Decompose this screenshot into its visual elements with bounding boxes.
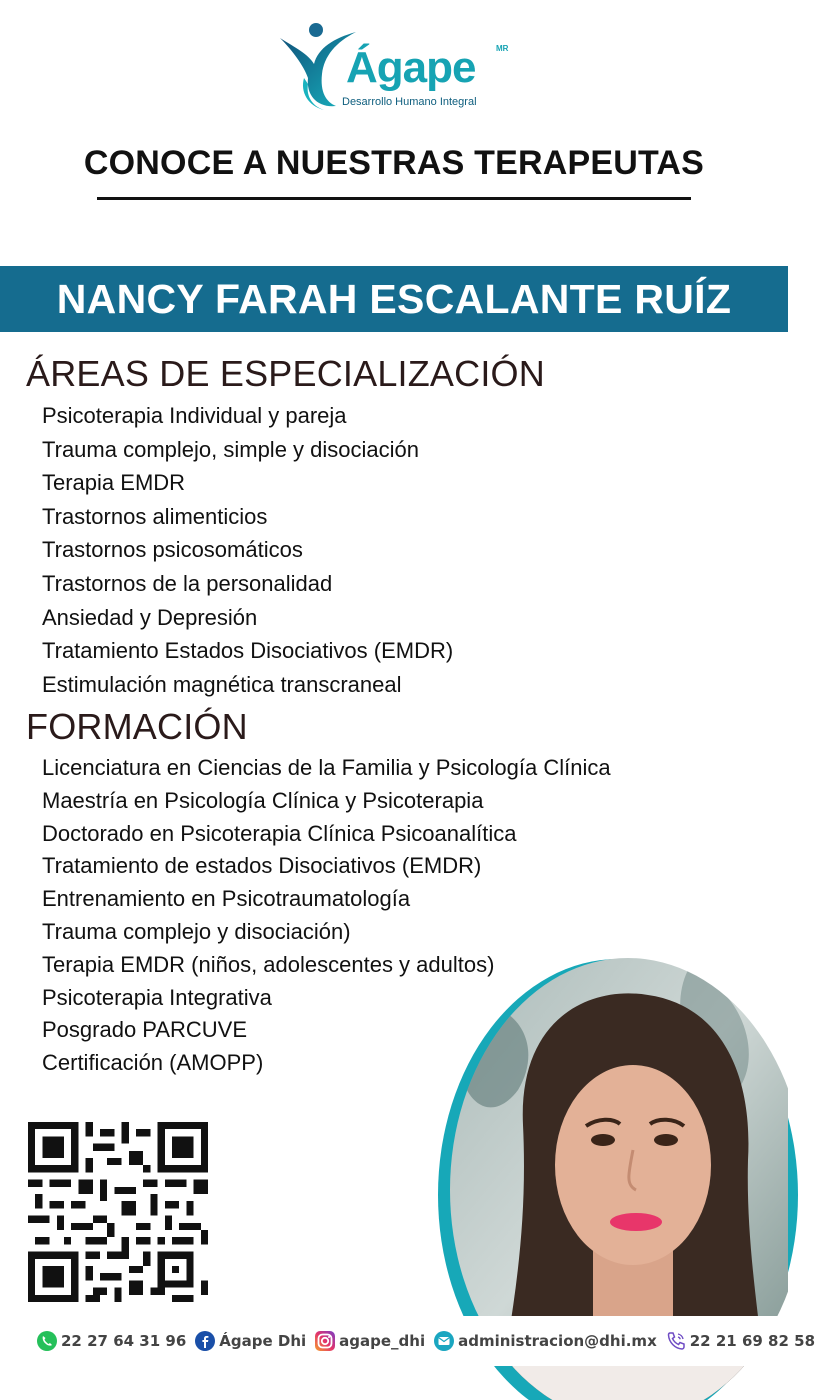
list-item: Psicoterapia Individual y pareja [42, 403, 347, 428]
brand-logo [278, 18, 518, 118]
instagram-handle: agape_dhi [339, 1332, 426, 1350]
list-item: Posgrado PARCUVE [42, 1017, 248, 1043]
whatsapp-icon [36, 1330, 58, 1352]
contact-facebook[interactable] [194, 1330, 306, 1352]
list-item: Terapia EMDR [42, 470, 186, 496]
facebook-handle: Ágape Dhi [219, 1332, 307, 1350]
list-item: Trastornos psicosomáticos [42, 537, 303, 563]
phone-number: 22 21 69 82 58 [689, 1332, 815, 1350]
areas-list [42, 399, 453, 701]
headline-underline [97, 197, 691, 200]
brand-mark: MR [496, 44, 509, 53]
list-item: Trauma complejo y disociación) [42, 918, 351, 944]
contact-whatsapp[interactable] [36, 1330, 186, 1352]
list-item: Doctorado en Psicoterapia Clínica Psicoanalítica [42, 820, 517, 846]
list-item: Licenciatura en Ciencias de la Familia y Psicología Clínica [42, 755, 611, 780]
list-item: Tratamiento Estados Disociativos (EMDR) [42, 638, 454, 664]
formacion-section-title: FORMACIÓN [26, 706, 248, 747]
list-item: Ansiedad y Depresión [42, 604, 258, 630]
phone-icon [665, 1330, 687, 1352]
whatsapp-number: 22 27 64 31 96 [61, 1332, 187, 1350]
page-headline: CONOCE A NUESTRAS TERAPEUTAS [83, 144, 705, 182]
therapist-name-banner [0, 266, 788, 332]
brand-name: Ágape [346, 43, 476, 92]
contact-instagram[interactable] [314, 1330, 425, 1352]
list-item: Certificación (AMOPP) [42, 1050, 264, 1076]
list-item: Entrenamiento en Psicotraumatología [42, 886, 411, 912]
areas-section-title: ÁREAS DE ESPECIALIZACIÓN [26, 353, 545, 394]
email-icon [433, 1330, 455, 1352]
list-item: Terapia EMDR (niños, adolescentes y adultos) [42, 951, 495, 977]
list-item: Psicoterapia Integrativa [42, 984, 272, 1010]
facebook-icon [194, 1330, 216, 1352]
qr-code[interactable] [28, 1122, 208, 1302]
therapist-name: NANCY FARAH ESCALANTE RUÍZ [56, 276, 732, 322]
contact-phone[interactable] [665, 1330, 815, 1352]
list-item: Trauma complejo, simple y disociación [42, 436, 419, 462]
list-item: Trastornos de la personalidad [42, 570, 333, 596]
list-item: Trastornos alimenticios [42, 503, 268, 529]
contact-email[interactable] [433, 1330, 657, 1352]
contact-bar [18, 1316, 815, 1366]
list-item: Estimulación magnética transcraneal [42, 671, 402, 697]
email-address: administracion@dhi.mx [458, 1332, 657, 1350]
brand-tagline: Desarrollo Humano Integral [342, 96, 477, 108]
list-item: Maestría en Psicología Clínica y Psicoterapia [42, 787, 484, 813]
list-item: Tratamiento de estados Disociativos (EMDR) [42, 853, 482, 879]
instagram-icon [314, 1330, 336, 1352]
